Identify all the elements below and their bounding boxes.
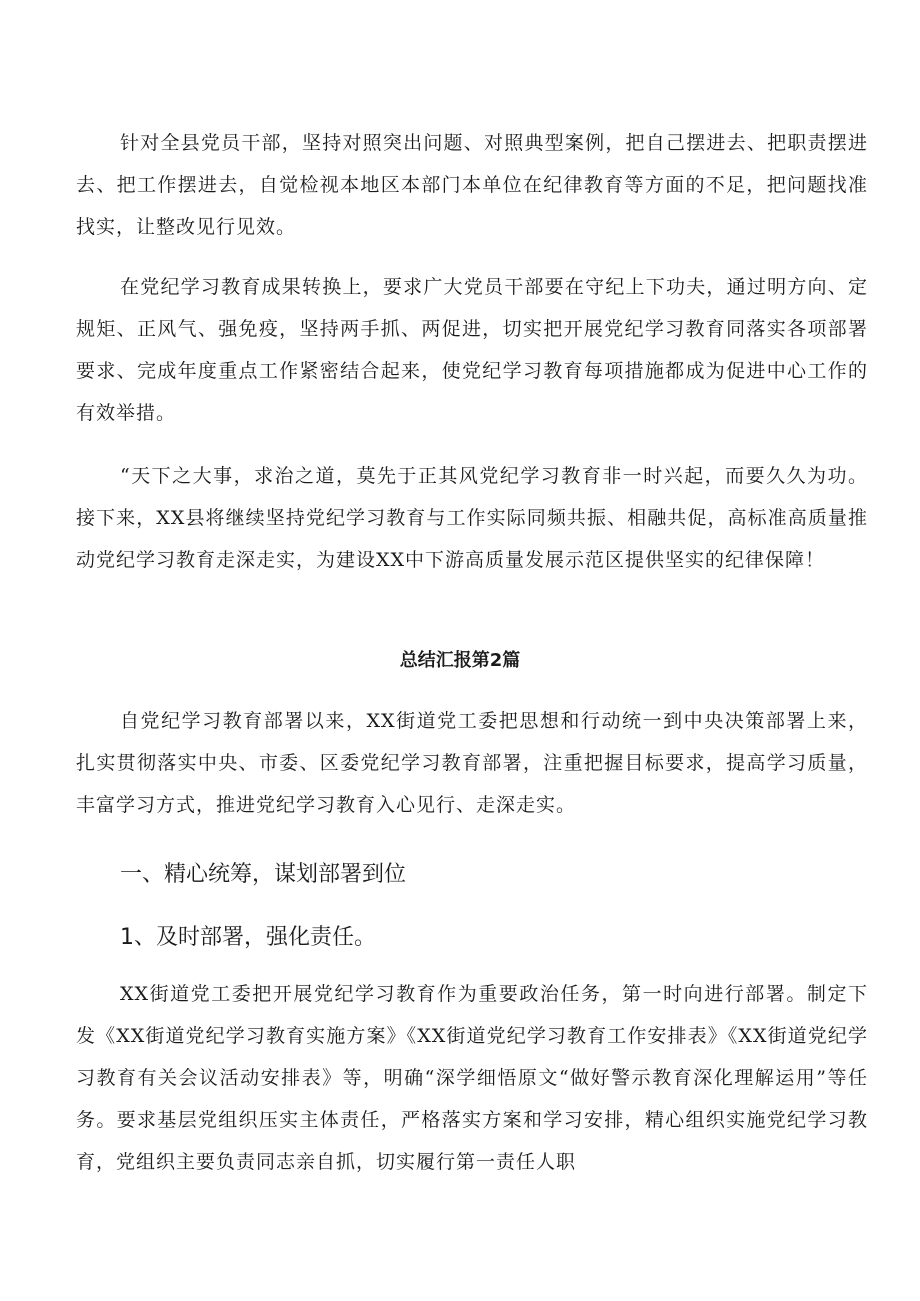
paragraph-intro: 自党纪学习教育部署以来，XX街道党工委把思想和行动统一到中央决策部署上来，扎实贯彻落实中央、市委、区委党纪学习教育部署，注重把握目标要求，提高学习质量，丰富学习方式，推进党纪学习教育入心见行、走深走实。 — [76, 710, 868, 816]
paragraph-deployment: XX街道党工委把开展党纪学习教育作为重要政治任务，第一时向进行部署。制定下发《XX街道党纪学习教育实施方案》《XX街道党纪学习教育工作安排表》《XX街道党纪学习教育有关会议活动安排表》等，明确“深学细悟原文“做好警示教育深化理解运用”等任务。要求基层党组织压实主体责任，严格落实方案和学习安排，精心组织实施党纪学习教育，党组织主要负责同志亲自抓，切实履行第一责任人职 — [76, 983, 868, 1173]
section-title: 总结汇报第2篇 — [399, 650, 521, 671]
paragraph-next-steps: “天下之大事，求治之道，莫先于正其风党纪学习教育非一时兴起，而要久久为功。接下来，XX县将继续坚持党纪学习教育与工作实际同频共振、相融共促，高标准高质量推动党纪学习教育走深走实，为建设XX中下游高质量发展示范区提供坚实的纪律保障！ — [76, 465, 868, 571]
paragraph-results-conversion: 在党纪学习教育成果转换上，要求广大党员干部要在守纪上下功夫，通过明方向、定规矩、正风气、强免疫，坚持两手抓、两促进，切实把开展党纪学习教育同落实各项部署要求、完成年度重点工作紧密结合起来，使党纪学习教育每项措施都成为促进中心工作的有效举措。 — [76, 276, 868, 424]
heading-level-2: 1、及时部署，强化责任。 — [120, 925, 376, 950]
paragraph-accountability: 针对全县党员干部，坚持对照突出问题、对照典型案例，把自己摆进去、把职责摆进去、把工作摆进去，自觉检视本地区本部门本单位在纪律教育等方面的不足，把问题找准找实，让整改见行见效。 — [76, 132, 868, 238]
heading-level-1: 一、精心统筹，谋划部署到位 — [120, 862, 407, 887]
